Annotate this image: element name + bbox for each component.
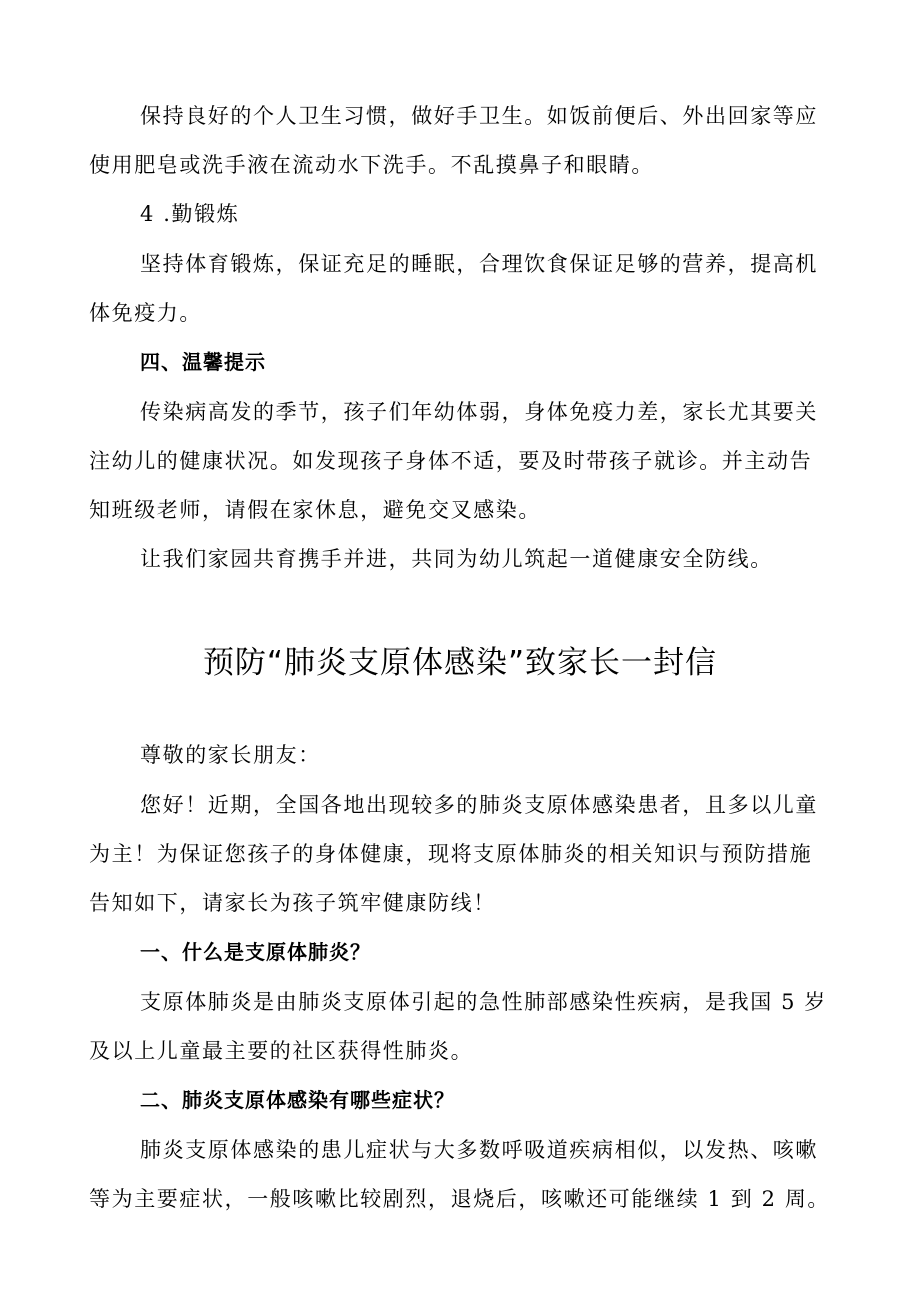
paragraph-exercise-line-2: 体免疫力。 xyxy=(89,301,202,325)
heading-symptoms: 二、肺炎支原体感染有哪些症状？ xyxy=(140,1088,455,1112)
paragraph-exercise-line-1: 坚持体育锻炼，保证充足的睡眠，合理饮食保证足够的营养，提高机 xyxy=(140,252,818,276)
paragraph-hand-hygiene-line-2: 使用肥皂或洗手液在流动水下洗手。不乱摸鼻子和眼睛。 xyxy=(89,153,654,177)
letter-intro-line-3: 告知如下，请家长为孩子筑牢健康防线！ xyxy=(89,891,496,915)
letter-intro-line-2: 为主！为保证您孩子的身体健康，现将支原体肺炎的相关知识与预防措施 xyxy=(89,842,813,866)
paragraph-symptoms-line-1: 肺炎支原体感染的患儿症状与大多数呼吸道疾病相似，以发热、咳嗽 xyxy=(140,1138,818,1162)
paragraph-closing: 让我们家园共育携手并进，共同为幼儿筑起一道健康安全防线。 xyxy=(140,547,773,571)
letter-title: 预防“肺炎支原体感染”致家长一封信 xyxy=(202,645,718,681)
paragraph-what-is-line-1: 支原体肺炎是由肺炎支原体引起的急性肺部感染性疾病，是我国 5 岁 xyxy=(140,990,827,1014)
subheading-exercise: 4 .勤锻炼 xyxy=(140,202,240,226)
heading-what-is: 一、什么是支原体肺炎？ xyxy=(140,940,371,964)
paragraph-tips-line-3: 知班级老师，请假在家休息，避免交叉感染。 xyxy=(89,498,541,522)
paragraph-what-is-line-2: 及以上儿童最主要的社区获得性肺炎。 xyxy=(89,1039,474,1063)
paragraph-tips-line-1: 传染病高发的季节，孩子们年幼体弱，身体免疫力差，家长尤其要关 xyxy=(140,400,818,424)
letter-greeting: 尊敬的家长朋友： xyxy=(140,743,321,767)
paragraph-hand-hygiene-line-1: 保持良好的个人卫生习惯，做好手卫生。如饭前便后、外出回家等应 xyxy=(140,104,818,128)
paragraph-symptoms-line-2: 等为主要症状，一般咳嗽比较剧烈，退烧后，咳嗽还可能继续 1 到 2 周。 xyxy=(89,1187,831,1211)
letter-intro-line-1: 您好！近期，全国各地出现较多的肺炎支原体感染患者，且多以儿童 xyxy=(140,793,818,817)
heading-warm-tips: 四、温馨提示 xyxy=(140,350,266,374)
paragraph-tips-line-2: 注幼儿的健康状况。如发现孩子身体不适，要及时带孩子就诊。并主动告 xyxy=(89,449,813,473)
